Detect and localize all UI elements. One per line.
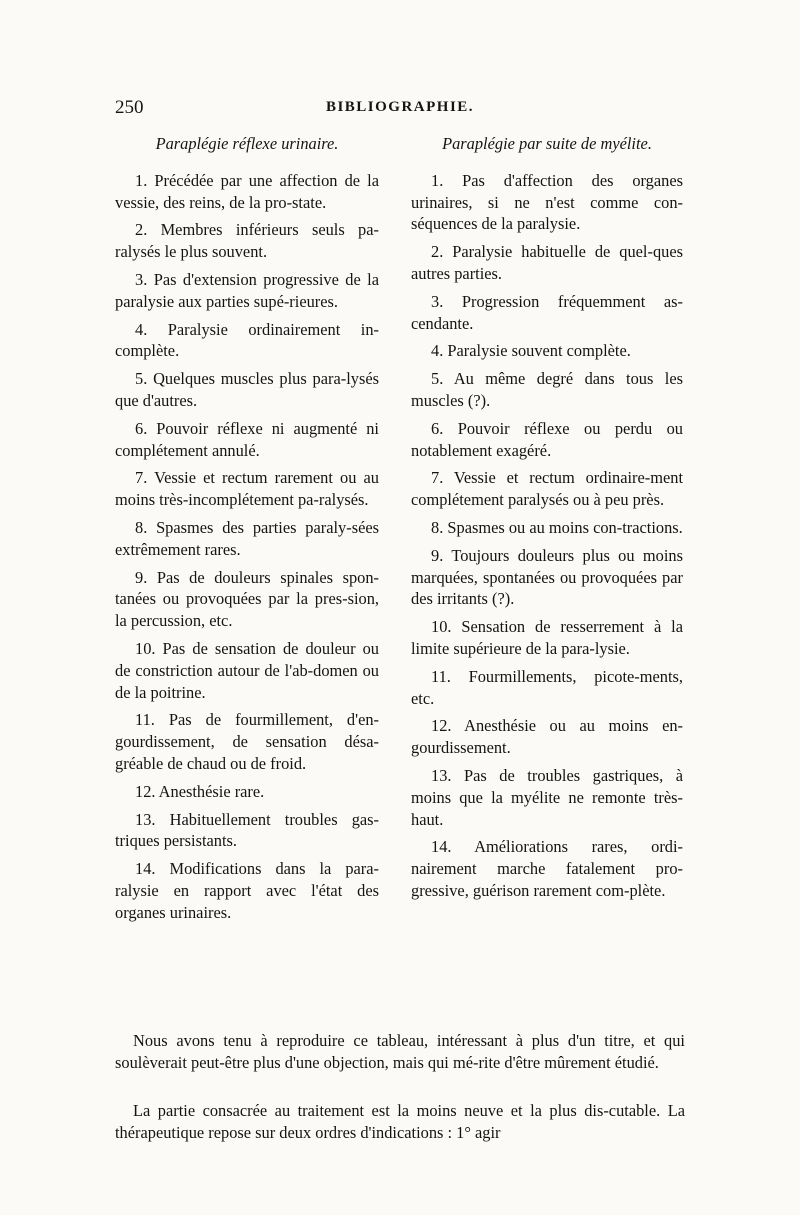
list-item: 5. Quelques muscles plus para-lysés que d'autres. [115,369,379,410]
list-item: 8. Spasmes ou au moins con-tractions. [431,517,683,537]
list-item: 14. Améliorations rares, ordi-nairement marche fatalement pro-gressive, guérison rarement com-plète. [411,837,683,900]
right-column [411,133,683,908]
list-item: 7. Vessie et rectum rarement ou au moins très-incomplétement pa-ralysés. [115,468,379,510]
list-item: 6. Pouvoir réflexe ou perdu ou notablement exagéré. [411,418,683,460]
list-item: 12. Anesthésie rare. [135,781,265,801]
list-item: 7. Vessie et rectum ordinaire-ment complétement paralysés ou à peu près. [411,468,683,510]
running-title: BIBLIOGRAPHIE. [325,99,475,115]
page-header [115,97,685,123]
body-paragraph: La partie consacrée au traitement est la moins neuve et la plus dis-cutable. La thérapeutique repose sur deux ordres d'indications : 1° agir [115,1101,685,1142]
list-item: 11. Pas de fourmillement, d'en-gourdissement, de sensation désa-gréable de chaud ou de froid. [115,710,379,773]
list-item: 9. Toujours douleurs plus ou moins marquées, spontanées ou provoquées par des irritants (?). [411,545,683,609]
list-item: 13. Habituellement troubles gas-triques persistants. [115,809,379,851]
list-item: 12. Anesthésie ou au moins en-gourdissement. [411,716,683,758]
list-item: 3. Progression fréquemment as-cendante. [411,291,683,333]
list-item: 2. Membres inférieurs seuls pa-ralysés le plus souvent. [115,220,379,262]
left-column-title: Paraplégie réflexe urinaire. [155,134,339,153]
list-item: 3. Pas d'extension progressive de la paralysie aux parties supé-rieures. [115,269,379,311]
list-item: 5. Au même degré dans tous les muscles (?). [411,369,683,410]
page-number: 250 [115,97,144,118]
right-column-title: Paraplégie par suite de myélite. [442,134,652,153]
list-item: 2. Paralysie habituelle de quel-ques autres parties. [411,242,683,283]
list-item: 4. Paralysie souvent complète. [431,341,631,361]
list-item: 4. Paralysie ordinairement in-complète. [115,319,379,361]
list-item: 13. Pas de troubles gastriques, à moins que la myélite ne remonte très-haut. [411,765,683,829]
body-paragraph: Nous avons tenu à reproduire ce tableau, intéressant à plus d'un titre, et qui soulèverait peut-être plus d'une objection, mais qui mé-rite d'être mûrement étudié. [115,1031,685,1072]
list-item: 10. Sensation de resserrement à la limite supérieure de la para-lysie. [411,617,683,658]
list-item: 1. Précédée par une affection de la vessie, des reins, de la pro-state. [115,170,379,212]
list-item: 11. Fourmillements, picote-ments, etc. [411,666,683,708]
list-item: 14. Modifications dans la para-ralysie en rapport avec l'état des organes urinaires. [115,859,379,922]
left-column [115,133,379,930]
list-item: 6. Pouvoir réflexe ni augmenté ni complétement annulé. [115,418,379,460]
list-item: 8. Spasmes des parties paraly-sées extrêmement rares. [115,517,379,559]
list-item: 10. Pas de sensation de douleur ou de constriction autour de l'ab-domen ou de la poitrine. [115,638,379,702]
list-item: 1. Pas d'affection des organes urinaires, si ne n'est comme con-séquences de la paralysie. [411,170,683,234]
list-item: 9. Pas de douleurs spinales spon-tanées ou provoquées par la pres-sion, la percussion, etc. [115,567,379,631]
